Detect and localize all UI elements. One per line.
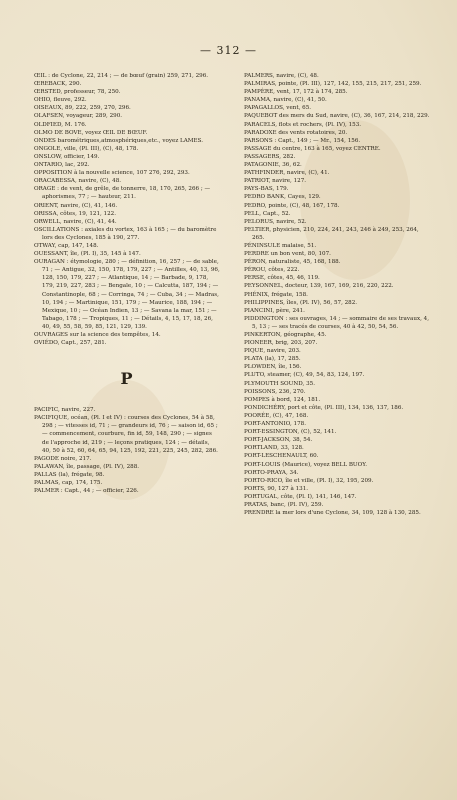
index-entry: PAMPÈRE, vent, 17, 172 à 174, 285.: [244, 89, 348, 96]
index-entry: OUESSANT, île, (Pl. I), 35, 145 à 147.: [34, 251, 141, 258]
index-entry: PAQUEBOT des mers du Sud, navire, (C), 36, 167, 214, 218, 229.: [244, 113, 430, 120]
index-entry: PARADOXE des vents rotatoires, 20.: [244, 129, 348, 136]
index-entry: PORT-JACKSON, 38, 54.: [244, 437, 313, 444]
index-entry: PEDRO BANK, Cayes, 129.: [244, 194, 321, 201]
index-entry: ŒREBACK, 290.: [34, 81, 82, 88]
index-entry: PATRIOT, navire, 127.: [244, 178, 307, 185]
index-entry: PALMER : Capt., 44 ; — officier, 226.: [34, 488, 139, 495]
index-column-right: [244, 72, 430, 517]
index-entry: PIQUE, navire, 203.: [244, 348, 301, 355]
index-entries-p: [34, 406, 220, 495]
index-entry: OHIO, fleuve, 292.: [34, 97, 87, 104]
index-entry: PARACELS, flots et rochers, (Pl. IV), 153.: [244, 121, 362, 128]
index-entry: PALAWAN, île, passage, (Pl. IV), 288.: [34, 463, 140, 470]
index-entries-p-continued: [244, 72, 430, 517]
index-entry: ORAGE : de vent, de grêle, de tonnerre, 18, 170, 265, 266 ; — aphorismes, 77 ; — hauteur, 211.: [34, 186, 211, 201]
index-entry: PERSE, côtes, 45, 46, 119.: [244, 275, 320, 282]
index-entry: OTWAY, cap, 147, 148.: [34, 242, 99, 249]
index-entry: POMPES à bord, 124, 181.: [244, 396, 321, 403]
index-column-left: [34, 72, 220, 495]
index-entry: ONDES barométriques,atmosphériques,etc., voyez LAMES.: [34, 137, 204, 144]
index-entry: OLMO DE BOVE, voyez ŒIL DE BŒUF.: [34, 129, 148, 136]
index-entry: PAPAGALLOS, vent, 65.: [244, 105, 312, 112]
index-entry: PINKERTON, géographe, 45.: [244, 332, 327, 338]
index-entry: PANAMA, navire, (C), 41, 50.: [244, 97, 327, 104]
index-entry: PALMAS, cap, 174, 175.: [34, 480, 103, 487]
index-entry: PÉROU, côtes, 222.: [244, 267, 300, 274]
index-entry: ŒIL : de Cyclone, 22, 214 ; — de bœuf (grain) 259, 271, 296.: [34, 73, 209, 79]
index-entry: OLAFSEN, voyageur, 289, 290.: [34, 113, 123, 120]
index-entry: PAYS-BAS, 179.: [244, 186, 289, 193]
index-entry: PORT-LOUIS (Maurice), voyez BELL BUOY.: [244, 461, 367, 468]
index-entry: PHILIPPINES, îles, (Pl. IV), 56, 57, 282.: [244, 299, 358, 306]
section-letter: P: [120, 369, 134, 389]
index-entry: PRATAS, banc, (Pl. IV), 259.: [244, 501, 324, 508]
index-entry: OSCILLATIONS : axiales du vortex, 163 à 165 ; — du baromètre lors des Cyclones, 185 à 190, 277.: [34, 226, 217, 241]
index-entry: OVIÉDO, Capt., 257, 281.: [34, 340, 107, 347]
index-entry: ŒRSTED, professeur, 78, 250.: [34, 89, 121, 96]
index-entry: PATHFINDER, navire, (C), 41.: [244, 170, 330, 177]
index-entry: POISSONS, 236, 270.: [244, 388, 306, 395]
index-entry: OPPOSITION à la nouvelle science, 107 276, 292, 293.: [34, 170, 190, 177]
index-entry: PELTIER, physicien, 210, 224, 241, 243, 246 à 249, 253, 264, 265.: [244, 226, 419, 241]
index-entry: PATAGONIE, 36, 62.: [244, 162, 302, 169]
index-entry: PHÉNIX, frégate, 158.: [244, 291, 308, 298]
index-entry: PELL, Capt., 52.: [244, 210, 291, 217]
index-entry: OUVRAGES sur la science des tempêtes, 14.: [34, 332, 161, 338]
index-entry: ORACABESSA, navire, (C), 48.: [34, 178, 122, 185]
index-entry: PLOWDEN, île, 156.: [244, 364, 302, 371]
index-entry: PERDRE un bon vent, 80, 107.: [244, 251, 331, 258]
index-entry: PONDICHÉRY, port et côte, (Pl. III), 134, 136, 137, 186.: [244, 404, 404, 411]
index-entry: PACIFIC, navire, 227.: [34, 407, 96, 414]
index-entry: ORISSA, côtes, 19, 121, 122.: [34, 210, 117, 217]
index-entry: PASSAGERS, 282.: [244, 153, 296, 160]
index-entry: PLUTO, steamer, (C), 49, 54, 83, 124, 197.: [244, 372, 365, 379]
index-entry: ONTARIO, lac, 292.: [34, 162, 90, 169]
index-entry: PORTUGAL, côte, (Pl. I), 141, 146, 147.: [244, 493, 357, 500]
index-entry: ONSLOW, officier, 149.: [34, 153, 100, 160]
index-entry: PORT-ESSINGTON, (C), 52, 141.: [244, 429, 337, 436]
index-entry: ORWELL, navire, (C), 41, 44.: [34, 218, 117, 225]
index-entry: PORT-LESCHENAULT, 60.: [244, 453, 319, 460]
index-entry: PLYMOUTH SOUND, 35.: [244, 380, 315, 387]
index-entry: PORTO-PRAYA, 34.: [244, 469, 299, 476]
index-entry: PORTS, 90, 127 à 131.: [244, 485, 309, 492]
index-entry: PIONEER, brig, 203, 207.: [244, 340, 318, 347]
index-entry: PÉNINSULE malaise, 51.: [244, 242, 317, 249]
index-entry: PIDDINGTON : ses ouvrages, 14 ; — sommaire de ses travaux, 4, 5, 13 ; — ses tracés de courses, 40 à 42, 50, 54, 56.: [244, 315, 430, 330]
index-entry: PÉRON, naturaliste, 45, 168, 188.: [244, 259, 341, 266]
index-entry: PORT-ANTONIO, 178.: [244, 421, 306, 428]
index-entry: OURAGAN : étymologie, 280 ; — définition, 16, 257 ; — de sable, 71 ; — Antigue, 32, 150, 178, 179, 227 ; — Antilles, 40, 13, 96, 128, 150, 179, 227 ; — Atlantique, 14 ; — Barbade, 9, 178, 179, 219, 227, 283 ; — Bengale, 10 ; — Calcutta, 187, 194 ; — Constantinople, 68 ; — Corringa, 74 ; — Cuba, 34 ; — Madras, 10, 194 ; — Martinique, 151, 179 ; — Maurice, 188, 194 ; — Mexique, 10 ; — Océan Indien, 13 ; — Savana la mar, 151 ; — Tabago, 178 ; — Tropiques, 11 ; — Détails, 4, 15, 17, 18, 26, 40, 49, 55, 58, 59, 85, 121, 129, 139.: [34, 259, 220, 330]
index-entry: PALLAS (la), frégate, 98.: [34, 471, 105, 478]
index-entry: PACIFIQUE, océan, (Pl. I et IV) : courses des Cyclones, 54 à 58, 298 ; — vitesses id, 71 ; — grandeurs id, 76 ; — saison id, 65 ; — commencement, courbure, fin id, 59, 148, 290 ; — signes de l'approche id, 219 ; — leçons pratiques, 124 ; — détails, 40, 50 à 52, 60, 64, 65, 94, 125, 192, 221, 225, 245, 282, 286.: [34, 415, 218, 454]
index-entry: PEYSONNEL, docteur, 139, 167, 169, 216, 220, 222.: [244, 283, 394, 290]
index-entry: PELORUS, navire, 52.: [244, 218, 307, 225]
index-entry: ONGOLE, ville, (Pl. III), (C), 48, 178.: [34, 145, 139, 152]
index-entries-o: [34, 72, 220, 347]
index-entry: OISEAUX, 89, 222, 259, 270, 296.: [34, 105, 131, 112]
page-number: — 312 —: [200, 44, 257, 57]
index-entry: PASSAGE du centre, 163 à 165, voyez CENTRE.: [244, 145, 381, 152]
index-entry: PARSONS : Capt., 149 ; — Mr., 154, 156.: [244, 137, 361, 144]
index-entry: POORÉE, (C), 47, 168.: [244, 412, 309, 419]
index-entry: PEDRO, pointe, (C), 48, 167, 178.: [244, 202, 340, 209]
index-entry: PAGODE noire, 217.: [34, 455, 92, 462]
index-entry: PALMERS, navire, (C), 48.: [244, 73, 319, 79]
index-entry: PLATA (la), 17, 285.: [244, 356, 301, 363]
index-entry: PORTLAND, 33, 128.: [244, 445, 304, 452]
index-entry: PALMIRAS, pointe, (Pl. III), 127, 142, 155, 215, 217, 251, 259.: [244, 81, 422, 88]
index-entry: PIANCINI, père, 241.: [244, 307, 305, 314]
index-entry: PORTO-RICO, île et ville, (Pl. I), 32, 195, 209.: [244, 477, 374, 484]
index-entry: OLDFIED, M. 176.: [34, 121, 87, 128]
index-entry: ORIENT, navire, (C), 41, 146.: [34, 202, 118, 209]
index-entry: PRENDRE la mer lors d'une Cyclone, 34, 109, 128 à 130, 285.: [244, 510, 421, 517]
